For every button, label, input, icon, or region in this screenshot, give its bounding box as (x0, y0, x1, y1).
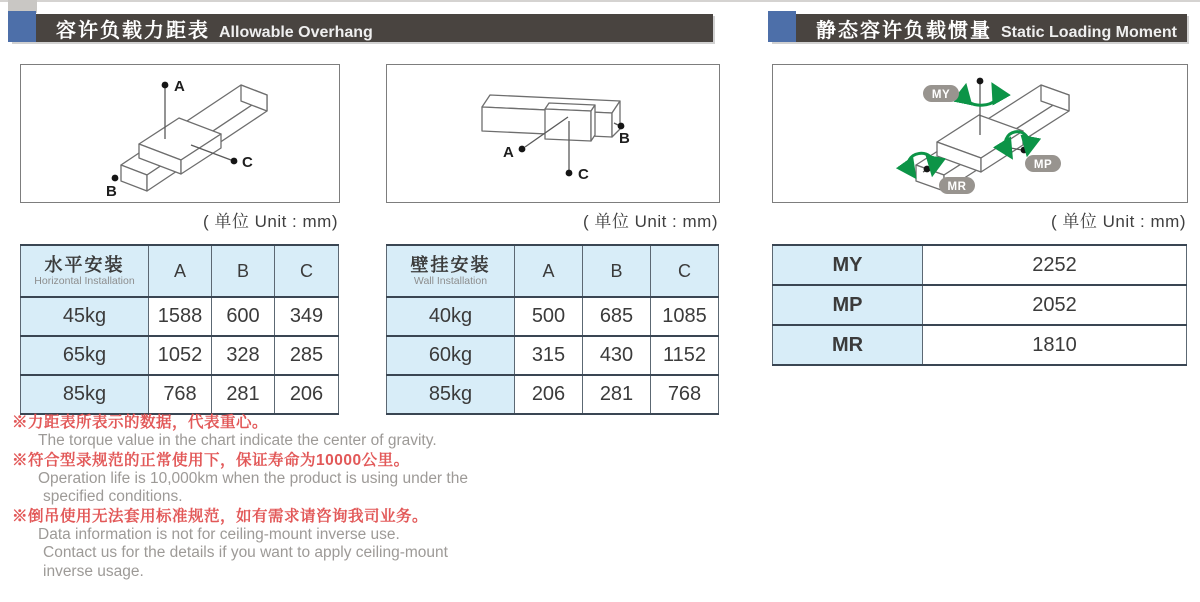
table-row (773, 325, 1187, 365)
col-header-a: A (515, 245, 583, 297)
static-moment-table (772, 244, 1187, 366)
slider-block (545, 103, 595, 141)
mp-axis-dot (1021, 147, 1028, 154)
note-zh: ※符合型录规范的正常使用下，保证寿命为10000公里。 (12, 451, 410, 469)
value-cell: 1588 (149, 297, 212, 336)
point-b-dot (112, 175, 119, 182)
value-cell: 430 (583, 336, 651, 375)
value-cell: 768 (651, 375, 719, 414)
page-top-rule (0, 0, 1200, 2)
section-header-allowable-overhang (10, 14, 713, 42)
value-cell: 1152 (651, 336, 719, 375)
value-cell: 206 (515, 375, 583, 414)
value-cell: 768 (149, 375, 212, 414)
value-cell: 328 (212, 336, 275, 375)
note-en: specified conditions. (43, 488, 183, 505)
blue-square-accent (8, 11, 36, 42)
value-cell: 281 (212, 375, 275, 414)
note-zh: ※倒吊使用无法套用标准规范，如有需求请咨询我司业务。 (12, 507, 429, 525)
footnotes (12, 413, 592, 581)
table-corner-header: 壁挂安装 Wall Installation (387, 245, 515, 297)
value-cell: 315 (515, 336, 583, 375)
mp-badge (1025, 155, 1061, 172)
my-badge (923, 85, 959, 102)
svg-text:MY: MY (931, 89, 951, 101)
value-cell: 685 (583, 297, 651, 336)
mr-axis-dot (924, 166, 931, 173)
note-zh: ※力距表所表示的数据，代表重心。 (12, 414, 269, 431)
load-cell: 85kg (387, 375, 515, 414)
moment-label-cell: MR (773, 325, 923, 365)
value-cell: 500 (515, 297, 583, 336)
col-header-a: A (149, 245, 212, 297)
note-en: Data information is not for ceiling-mount inverse use. (38, 525, 400, 543)
point-a-label: A (503, 144, 514, 161)
col-header-c: C (651, 245, 719, 297)
load-cell: 85kg (21, 375, 149, 414)
value-cell: 600 (212, 297, 275, 336)
point-c-label: C (578, 166, 589, 183)
my-axis-dot (977, 78, 984, 85)
table-row (387, 375, 719, 414)
unit-label: ( 单位 Unit : mm) (583, 212, 718, 231)
note-en: The torque value in the chart indicate the center of gravity. (38, 432, 437, 449)
col-header-b: B (583, 245, 651, 297)
blue-square-accent (768, 11, 796, 42)
table-row (773, 285, 1187, 325)
diagram-static-loading-moment (772, 64, 1188, 203)
svg-text:MP: MP (1033, 159, 1053, 171)
moment-label-cell: MP (773, 285, 923, 325)
table-row (21, 297, 339, 336)
horizontal-installation-table (20, 244, 339, 415)
table-row (773, 245, 1187, 285)
moment-value-cell: 2052 (923, 285, 1187, 325)
point-b-dot (618, 123, 625, 130)
point-b-label: B (106, 183, 117, 200)
point-b-label: B (619, 130, 630, 147)
table-row (21, 375, 339, 414)
table-header-row (387, 245, 719, 297)
col-header-c: C (275, 245, 339, 297)
moment-label-cell: MY (773, 245, 923, 285)
section-header-static-loading-moment (770, 14, 1187, 42)
note-en: Contact us for the details if you want to apply ceiling-mount (43, 544, 448, 561)
unit-label: ( 单位 Unit : mm) (1051, 212, 1186, 231)
value-cell: 281 (583, 375, 651, 414)
table-corner-header: 水平安装 Horizontal Installation (21, 245, 149, 297)
point-c-dot (566, 170, 573, 177)
note-en: inverse usage. (43, 562, 144, 580)
note-en: Operation life is 10,000km when the product is using under the (38, 469, 468, 487)
my-rotation-arrow (964, 92, 998, 105)
col-header-b: B (212, 245, 275, 297)
load-cell: 60kg (387, 336, 515, 375)
point-a-dot (162, 82, 169, 89)
svg-text:MR: MR (947, 181, 967, 193)
load-cell: 40kg (387, 297, 515, 336)
section-title-zh: 静态容许负载惯量 (816, 19, 992, 42)
section-title (56, 14, 373, 43)
load-cell: 65kg (21, 336, 149, 375)
diagram-horizontal-installation (20, 64, 340, 203)
value-cell: 1085 (651, 297, 719, 336)
table-row (387, 297, 719, 336)
point-a-dot (519, 146, 526, 153)
moment-value-cell: 1810 (923, 325, 1187, 365)
mr-badge (939, 177, 975, 194)
wall-installation-drawing (387, 65, 719, 202)
load-cell: 45kg (21, 297, 149, 336)
table-row (21, 336, 339, 375)
diagram-wall-installation (386, 64, 720, 203)
section-title-en: Static Loading Moment (1001, 23, 1177, 41)
section-title-en: Allowable Overhang (219, 23, 373, 41)
table-row (387, 336, 719, 375)
point-c-label: C (242, 154, 253, 171)
moment-value-cell: 2252 (923, 245, 1187, 285)
static-moment-drawing (773, 65, 1187, 202)
value-cell: 285 (275, 336, 339, 375)
horizontal-installation-drawing (21, 65, 339, 202)
table-header-row (21, 245, 339, 297)
unit-label: ( 单位 Unit : mm) (203, 212, 338, 231)
value-cell: 1052 (149, 336, 212, 375)
point-c-dot (231, 158, 238, 165)
section-title-zh: 容许负载力距表 (56, 19, 210, 42)
point-a-label: A (174, 78, 185, 95)
wall-installation-table (386, 244, 719, 415)
section-title (816, 14, 1177, 43)
value-cell: 206 (275, 375, 339, 414)
value-cell: 349 (275, 297, 339, 336)
